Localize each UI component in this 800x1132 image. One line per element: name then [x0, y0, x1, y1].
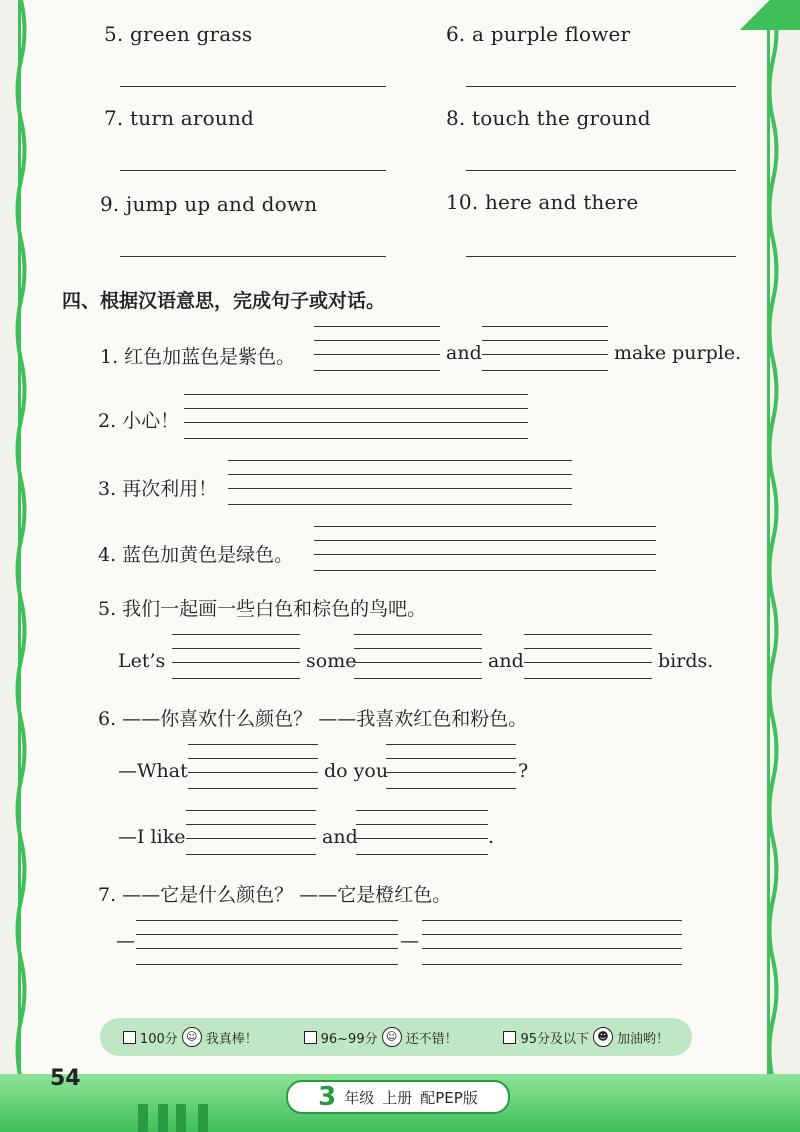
term-label: 上册 [382, 1088, 413, 1107]
text-fragment: some [306, 650, 357, 672]
grade-label: 年级 [344, 1088, 375, 1107]
answer-line[interactable] [466, 170, 736, 171]
score-comment: 加油哟！ [617, 1031, 670, 1047]
text-fragment: ? [518, 760, 529, 782]
score-option[interactable] [123, 1027, 258, 1047]
score-range: 100分 [139, 1031, 178, 1047]
text-fragment: Let’s [118, 650, 166, 672]
text-fragment: make purple. [614, 342, 742, 364]
corner-decoration [730, 0, 800, 30]
answer-line[interactable] [120, 170, 386, 171]
text-fragment: and [322, 826, 358, 848]
vocab-item: 9. jump up and down [100, 192, 318, 216]
checkbox-icon[interactable] [123, 1031, 136, 1044]
content-face-icon: ☺ [382, 1027, 402, 1047]
answer-line[interactable] [120, 86, 386, 87]
stripe-decoration [176, 1104, 186, 1132]
self-assessment-bar [100, 1018, 692, 1056]
checkbox-icon[interactable] [503, 1031, 516, 1044]
question-prompt: 2. 小心！ [98, 410, 180, 432]
smile-face-icon: ☺ [182, 1027, 202, 1047]
vocab-item: 7. turn around [104, 106, 255, 130]
answer-line[interactable] [120, 256, 386, 257]
vocab-item: 10. here and there [446, 190, 639, 214]
text-fragment: birds. [658, 650, 714, 672]
text-fragment: —What [118, 760, 188, 782]
text-fragment: — [116, 930, 135, 952]
section-heading: 四、根据汉语意思，完成句子或对话。 [62, 290, 386, 312]
answer-line[interactable] [466, 256, 736, 257]
edition-badge [286, 1080, 510, 1114]
question-prompt: 6. ——你喜欢什么颜色？ ——我喜欢红色和粉色。 [98, 708, 528, 730]
effort-face-icon: ☻ [593, 1027, 613, 1047]
right-wave-border [766, 0, 780, 1080]
left-wave-border [14, 0, 28, 1080]
vocab-item: 5. green grass [104, 22, 253, 46]
answer-line[interactable] [466, 86, 736, 87]
stripe-decoration [138, 1104, 148, 1132]
question-prompt: 7. ——它是什么颜色？ ——它是橙红色。 [98, 884, 452, 906]
page-number: 54 [50, 1066, 81, 1091]
text-fragment: and [488, 650, 524, 672]
score-comment: 还不错！ [405, 1031, 458, 1047]
text-fragment: — [400, 930, 419, 952]
text-fragment: do you [324, 760, 389, 782]
score-range: 96~99分 [320, 1031, 378, 1047]
question-prompt: 1. 红色加蓝色是紫色。 [100, 346, 296, 368]
question-prompt: 4. 蓝色加黄色是绿色。 [98, 544, 294, 566]
question-prompt: 3. 再次利用！ [98, 478, 218, 500]
grade-number: 3 [318, 1082, 337, 1112]
text-fragment: and [446, 342, 482, 364]
stripe-decoration [198, 1104, 208, 1132]
text-fragment: —I like [118, 826, 186, 848]
question-prompt: 5. 我们一起画一些白色和棕色的鸟吧。 [98, 598, 427, 620]
text-fragment: . [488, 826, 495, 848]
score-option[interactable] [503, 1027, 669, 1047]
edition-label: 配PEP版 [420, 1088, 478, 1107]
vocab-item: 8. touch the ground [446, 106, 651, 130]
score-comment: 我真棒！ [205, 1031, 258, 1047]
score-option[interactable] [304, 1027, 458, 1047]
stripe-decoration [158, 1104, 168, 1132]
score-range: 95分及以下 [520, 1031, 590, 1047]
checkbox-icon[interactable] [304, 1031, 317, 1044]
vocab-item: 6. a purple flower [446, 22, 631, 46]
